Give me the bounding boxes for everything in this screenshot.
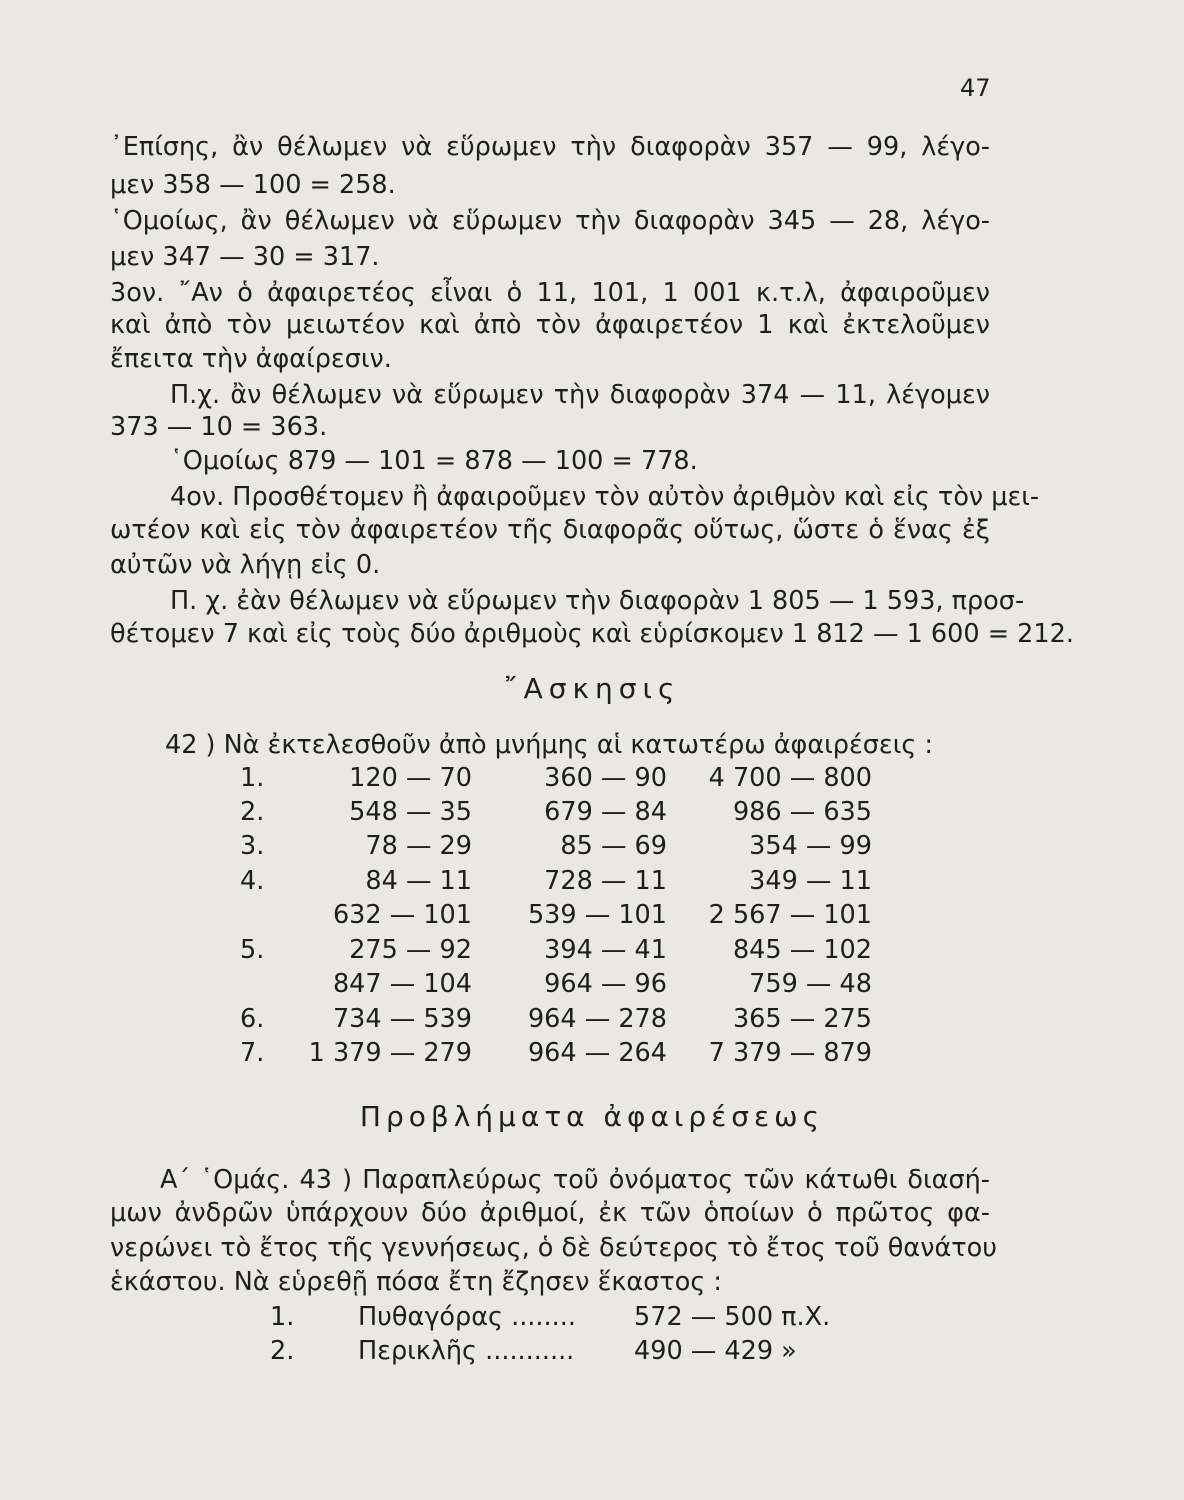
col3-cell: 2 567 — 101 (708, 900, 872, 930)
para5: ῾Ομοίως 879 — 101 = 878 — 100 = 778. (170, 446, 698, 476)
item-number: 1. (270, 1302, 295, 1332)
exercise-intro: 42 ) Νὰ ἐκτελεσθοῦν ἀπὸ μνήμης αἱ κατωτέρω ἀφαιρέσεις : (165, 730, 933, 760)
col3-cell: 759 — 48 (749, 969, 872, 999)
col2-cell: 394 — 41 (544, 935, 667, 965)
person-name: Πυθαγόρας ........ (358, 1302, 576, 1332)
col3-cell: 354 — 99 (749, 831, 872, 861)
col1-cell: 1 379 — 279 (308, 1038, 472, 1068)
col3-cell: 349 — 11 (749, 866, 872, 896)
col3-cell: 986 — 635 (732, 797, 872, 827)
col3-cell: 7 379 — 879 (708, 1038, 872, 1068)
row-label: 3. (240, 831, 265, 861)
col1-cell: 120 — 70 (349, 763, 472, 793)
problems-line4: ἑκάστου. Νὰ εὑρεθῇ πόσα ἔτη ἔζησεν ἕκαστος : (110, 1267, 723, 1297)
col2-cell: 964 — 278 (527, 1004, 667, 1034)
para7-line1: Π. χ. ἐὰν θέλωμεν νὰ εὕρωμεν τὴν διαφορὰν 1 805 — 1 593, προσ- (170, 586, 1025, 616)
col3-cell: 845 — 102 (732, 935, 872, 965)
col2-cell: 964 — 264 (527, 1038, 667, 1068)
row-label: 7. (240, 1038, 265, 1068)
problems-line3: νερώνει τὸ ἔτος τῆς γεννήσεως, ὁ δὲ δεύτερος τὸ ἔτος τοῦ θανάτου (110, 1233, 997, 1263)
person-name: Περικλῆς ........... (358, 1336, 575, 1366)
col2-cell: 360 — 90 (544, 763, 667, 793)
col1-cell: 632 — 101 (332, 900, 472, 930)
para7-line2: θέτομεν 7 καὶ εἰς τοὺς δύο ἀριθμοὺς καὶ εὑρίσκομεν 1 812 — 1 600 = 212. (110, 619, 1074, 649)
para6-line1: 4ον. Προσθέτομεν ἢ ἀφαιροῦμεν τὸν αὐτὸν ἀριθμὸν καὶ εἰς τὸν μει- (170, 482, 1040, 512)
row-label: 5. (240, 935, 265, 965)
problems-heading: Προβλήματα ἀφαιρέσεως (359, 1100, 825, 1133)
para1-line1: ᾿Επίσης, ἂν θέλωμεν νὰ εὕρωμεν τὴν διαφορὰν 357 — 99, λέγο- (110, 132, 990, 162)
exercise-heading: ῎Ασκησις (503, 672, 681, 705)
para6-line2: ωτέον καὶ εἰς τὸν ἀφαιρετέον τῆς διαφορᾶς οὕτως, ὥστε ὁ ἕνας ἐξ (110, 515, 990, 545)
col1-cell: 847 — 104 (332, 969, 472, 999)
col3-cell: 365 — 275 (732, 1004, 872, 1034)
col2-cell: 964 — 96 (544, 969, 667, 999)
col2-cell: 85 — 69 (560, 831, 667, 861)
page-number: 47 (960, 74, 991, 102)
col2-cell: 539 — 101 (527, 900, 667, 930)
para2-line1: ῾Ομοίως, ἂν θέλωμεν νὰ εὕρωμεν τὴν διαφορὰν 345 — 28, λέγο- (110, 206, 990, 236)
row-label: 6. (240, 1004, 265, 1034)
row-label: 2. (240, 797, 265, 827)
row-label: 1. (240, 763, 265, 793)
col2-cell: 679 — 84 (544, 797, 667, 827)
para4-line1: Π.χ. ἂν θέλωμεν νὰ εὕρωμεν τὴν διαφορὰν 374 — 11, λέγομεν (170, 380, 990, 410)
col3-cell: 4 700 — 800 (708, 763, 872, 793)
col2-cell: 728 — 11 (544, 866, 667, 896)
col1-cell: 548 — 35 (349, 797, 472, 827)
col1-cell: 84 — 11 (365, 866, 472, 896)
para3-line2: καὶ ἀπὸ τὸν μειωτέον καὶ ἀπὸ τὸν ἀφαιρετέον 1 καὶ ἐκτελοῦμεν (110, 310, 990, 340)
problems-line1: Α΄ ῾Ομάς. 43 ) Παραπλεύρως τοῦ ὀνόματος τῶν κάτωθι διασή- (160, 1165, 990, 1195)
para1-line2: μεν 358 — 100 = 258. (110, 170, 396, 200)
col1-cell: 275 — 92 (349, 935, 472, 965)
item-number: 2. (270, 1336, 295, 1366)
para3-line1: 3ον. ῎Αν ὁ ἀφαιρετέος εἶναι ὁ 11, 101, 1 001 κ.τ.λ, ἀφαιροῦμεν (110, 278, 990, 308)
para4-line2: 373 — 10 = 363. (110, 412, 328, 442)
person-dates: 490 — 429 » (634, 1336, 797, 1366)
para2-line2: μεν 347 — 30 = 317. (110, 242, 380, 272)
para6-line3: αὐτῶν νὰ λήγῃ εἰς 0. (110, 550, 381, 580)
person-dates: 572 — 500 π.Χ. (634, 1302, 831, 1332)
col1-cell: 78 — 29 (365, 831, 472, 861)
problems-line2: μων ἀνδρῶν ὑπάρχουν δύο ἀριθμοί, ἐκ τῶν ὁποίων ὁ πρῶτος φα- (110, 1198, 990, 1228)
row-label: 4. (240, 866, 265, 896)
para3-line3: ἔπειτα τὴν ἀφαίρεσιν. (110, 344, 392, 374)
col1-cell: 734 — 539 (332, 1004, 472, 1034)
